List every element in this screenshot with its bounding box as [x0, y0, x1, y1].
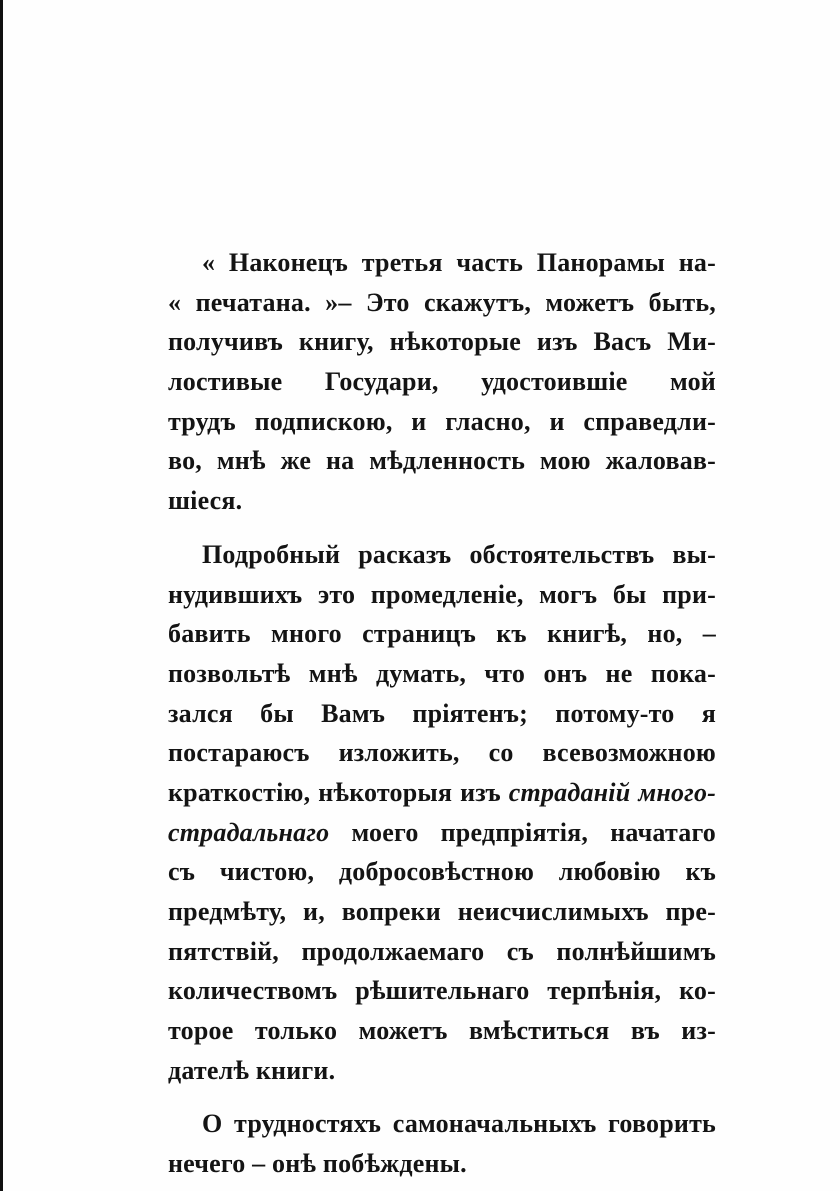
text-line: постараюсъ изложить, со всевозможною — [168, 738, 716, 768]
text-line: нудившихъ это промедленіе, могъ бы при- — [168, 579, 716, 609]
text-line: позвольтѣ мнѣ думать, что онъ не пока- — [168, 658, 716, 688]
text-line: получивъ книгу, нѣкоторые изъ Васъ Ми- — [168, 327, 716, 357]
text-segment: моего предпріятія, начатаго — [351, 817, 717, 847]
text-line: нечего – онѣ побѣждены. — [168, 1149, 467, 1179]
italic-text-segment: страдальнаго — [168, 817, 330, 847]
page-text — [168, 243, 716, 1198]
paragraph-1 — [168, 243, 716, 521]
text-line: во, мнѣ же на мѣдленность мою жаловав- — [168, 446, 716, 476]
text-line: торое только можетъ вмѣститься въ из- — [168, 1016, 716, 1046]
text-line: шіеся. — [168, 486, 243, 516]
text-line: пятствій, продолжаемаго съ полнѣйшимъ — [168, 936, 716, 966]
text-line-mixed — [168, 773, 716, 813]
text-line: О трудностяхъ самоначальныхъ говорить — [202, 1109, 716, 1139]
text-line: лостивые Государи, удостоившіе мой — [168, 367, 716, 397]
text-line: съ чистою, добросовѣстною любовію къ — [168, 857, 716, 887]
text-line: дателѣ книги. — [168, 1055, 336, 1085]
text-line: Подробный расказъ обстоятельствъ вы- — [202, 539, 716, 569]
text-line: « Наконецъ третья часть Панорамы на- — [202, 248, 716, 277]
text-segment: краткостію, нѣкоторыя изъ — [168, 777, 501, 807]
text-line: бавить много страницъ къ книгѣ, но, – — [168, 619, 716, 649]
text-line: зался бы Вамъ пріятенъ; потому-то я — [168, 698, 716, 728]
italic-text-segment: страданій много- — [508, 777, 717, 807]
text-line-mixed — [168, 813, 716, 853]
text-line: предмѣту, и, вопреки неисчислимыхъ пре- — [168, 897, 716, 926]
paragraph-3 — [168, 1104, 716, 1183]
text-line: « печатана. »– Это скажутъ, можетъ быть, — [168, 287, 716, 317]
paragraph-2 — [168, 535, 716, 1091]
text-line: трудъ подпискою, и гласно, и справедли- — [168, 406, 716, 436]
text-line: количествомъ рѣшительнаго терпѣнія, ко- — [168, 976, 716, 1006]
